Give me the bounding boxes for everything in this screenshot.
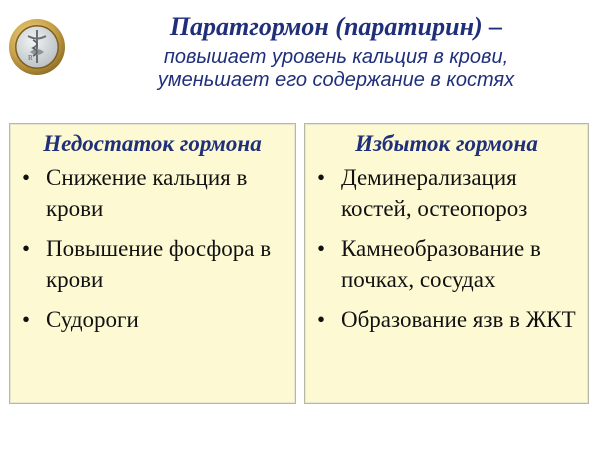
bullet: • xyxy=(317,236,326,262)
list-item xyxy=(22,163,289,224)
deficiency-box xyxy=(9,123,296,404)
svg-text:R: R xyxy=(28,54,33,62)
title-main: Паратгормон (паратирин) – xyxy=(169,12,503,41)
bullet: • xyxy=(317,307,326,333)
subtitle-line-1: повышает уровень кальция в крови, xyxy=(163,46,509,68)
bullet: • xyxy=(317,165,326,190)
list-item xyxy=(317,163,582,224)
list-item xyxy=(22,234,289,295)
list-item xyxy=(317,234,582,295)
list-item-text: Образование язв в ЖКТ xyxy=(341,307,576,333)
bullet: • xyxy=(22,165,31,190)
list-item-text: Деминерализация костей, остеопороз xyxy=(341,165,528,221)
list-item-text: Камнеобразование в почках, сосудах xyxy=(341,236,541,292)
list-item-text: Повышение фосфора в крови xyxy=(46,236,272,292)
deficiency-heading: Недостаток гормона xyxy=(43,131,262,156)
excess-box xyxy=(304,123,589,404)
slide-title xyxy=(82,14,590,92)
title-subtitle xyxy=(82,46,590,92)
excess-list xyxy=(305,163,588,336)
excess-heading: Избыток гормона xyxy=(355,131,538,156)
bullet: • xyxy=(22,236,31,262)
list-item xyxy=(22,305,289,336)
bullet: • xyxy=(22,307,31,333)
subtitle-line-2: уменьшает его содержание в костях xyxy=(157,69,515,91)
list-item-text: Снижение кальция в крови xyxy=(46,165,248,221)
list-item xyxy=(317,305,582,336)
list-item-text: Судороги xyxy=(46,307,139,333)
pharmacy-emblem-icon xyxy=(8,18,66,76)
deficiency-list xyxy=(10,163,295,336)
